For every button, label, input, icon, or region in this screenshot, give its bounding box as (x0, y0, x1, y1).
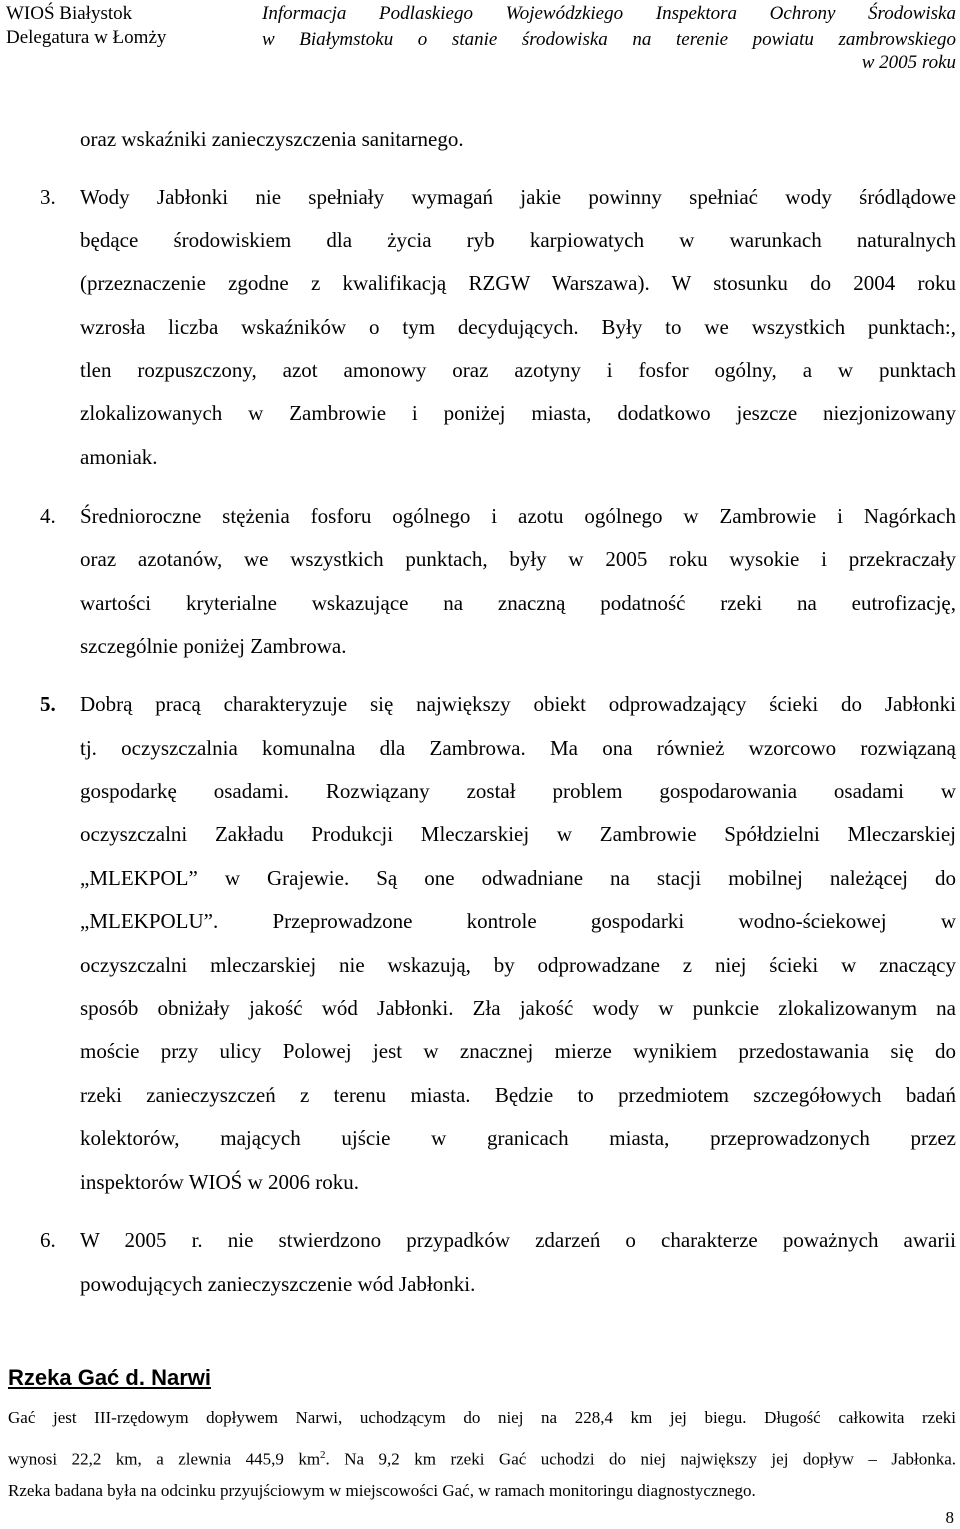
item-line: „MLEKPOLU”. Przeprowadzone kontrole gospodarki wodno-ściekowej w (80, 909, 956, 933)
item-line: Średnioroczne stężenia fosforu ogólnego i azotu ogólnego w Zambrowie i Nagórkach (80, 504, 956, 528)
item-number: 6. (40, 1228, 56, 1252)
superscript: 2 (320, 1449, 326, 1461)
item-line: oczyszczalni mleczarskiej nie wskazują, by odprowadzane z niej ścieki w znaczący (80, 953, 956, 977)
item-line: moście przy ulicy Polowej jest w znacznej mierze wynikiem przedostawania się do (80, 1039, 956, 1063)
section-line: Gać jest III-rzędowym dopływem Narwi, uchodzącym do niej na 228,4 km jej biegu. Długość całkowita rzeki (8, 1408, 956, 1427)
section-line (8, 1444, 956, 1471)
item-line: szczególnie poniżej Zambrowa. (80, 634, 347, 658)
item-line: „MLEKPOL” w Grajewie. Są one odwadniane na stacji mobilnej należącej do (80, 866, 956, 890)
header-left (6, 2, 166, 50)
item-line: powodujących zanieczyszczenie wód Jabłonki. (80, 1272, 476, 1296)
item-line: W 2005 r. nie stwierdzono przypadków zdarzeń o charakterze poważnych awarii (80, 1228, 956, 1252)
item-line: inspektorów WIOŚ w 2006 roku. (80, 1170, 360, 1194)
item-line: amoniak. (80, 445, 158, 469)
item-line: tj. oczyszczalnia komunalna dla Zambrowa. Ma ona również wzorcowo rozwiązaną (80, 736, 956, 760)
item-number: 3. (40, 185, 56, 209)
section-heading: Rzeka Gać d. Narwi (8, 1365, 211, 1390)
header-title-line2: w Białymstoku o stanie środowiska na terenie powiatu zambrowskiego (262, 29, 956, 50)
header-branch: Delegatura w Łomży (6, 27, 167, 48)
item-line: będące środowiskiem dla życia ryb karpiowatych w warunkach naturalnych (80, 228, 956, 252)
item-line: Wody Jabłonki nie spełniały wymagań jakie powinny spełniać wody śródlądowe (80, 185, 956, 209)
item-line: kolektorów, mających ujście w granicach miasta, przeprowadzonych przez (80, 1126, 956, 1150)
header-title-line3: w 2005 roku (861, 52, 956, 73)
item-line: tlen rozpuszczony, azot amonowy oraz azotyny i fosfor ogólny, a w punktach (80, 358, 956, 382)
item-line: oczyszczalni Zakładu Produkcji Mleczarskiej w Zambrowie Spółdzielni Mleczarskiej (80, 822, 956, 846)
item-line: rzeki zanieczyszczeń z terenu miasta. Będzie to przedmiotem szczegółowych badań (80, 1083, 956, 1107)
item-line: wzrosła liczba wskaźników o tym decydujących. Były to we wszystkich punktach:, (80, 315, 956, 339)
item-line: Dobrą pracą charakteryzuje się największy obiekt odprowadzający ścieki do Jabłonki (80, 692, 956, 716)
header-org: WIOŚ Białystok (6, 3, 133, 24)
section-line2-text-cont: . Na 9,2 km rzeki Gać uchodzi do niej największy jej dopływ – Jabłonka. (325, 1449, 957, 1469)
item-line: zlokalizowanych w Zambrowie i poniżej miasta, dodatkowo jeszcze niezjonizowany (80, 401, 956, 425)
section-line2-text: wynosi 22,2 km, a zlewnia 445,9 km (8, 1449, 321, 1469)
item-number: 5. (40, 692, 56, 716)
item-line: wartości kryterialne wskazujące na znaczną podatność rzeki na eutrofizację, (80, 591, 956, 615)
item-line: (przeznaczenie zgodne z kwalifikacją RZGW Warszawa). W stosunku do 2004 roku (80, 271, 956, 295)
header-title-line1: Informacja Podlaskiego Wojewódzkiego Inspektora Ochrony Środowiska (262, 3, 956, 24)
item-number: 4. (40, 504, 56, 528)
item-line: sposób obniżały jakość wód Jabłonki. Zła jakość wody w punkcie zlokalizowanym na (80, 996, 956, 1020)
item-line: gospodarkę osadami. Rozwiązany został problem gospodarowania osadami w (80, 779, 956, 803)
section-line: Rzeka badana była na odcinku przyujściowym w miejscowości Gać, w ramach monitoringu diagnostycznego. (8, 1481, 756, 1500)
item-line: oraz azotanów, we wszystkich punktach, były w 2005 roku wysokie i przekraczały (80, 547, 956, 571)
page-number: 8 (945, 1508, 954, 1527)
intro-line: oraz wskaźniki zanieczyszczenia sanitarnego. (80, 127, 464, 151)
